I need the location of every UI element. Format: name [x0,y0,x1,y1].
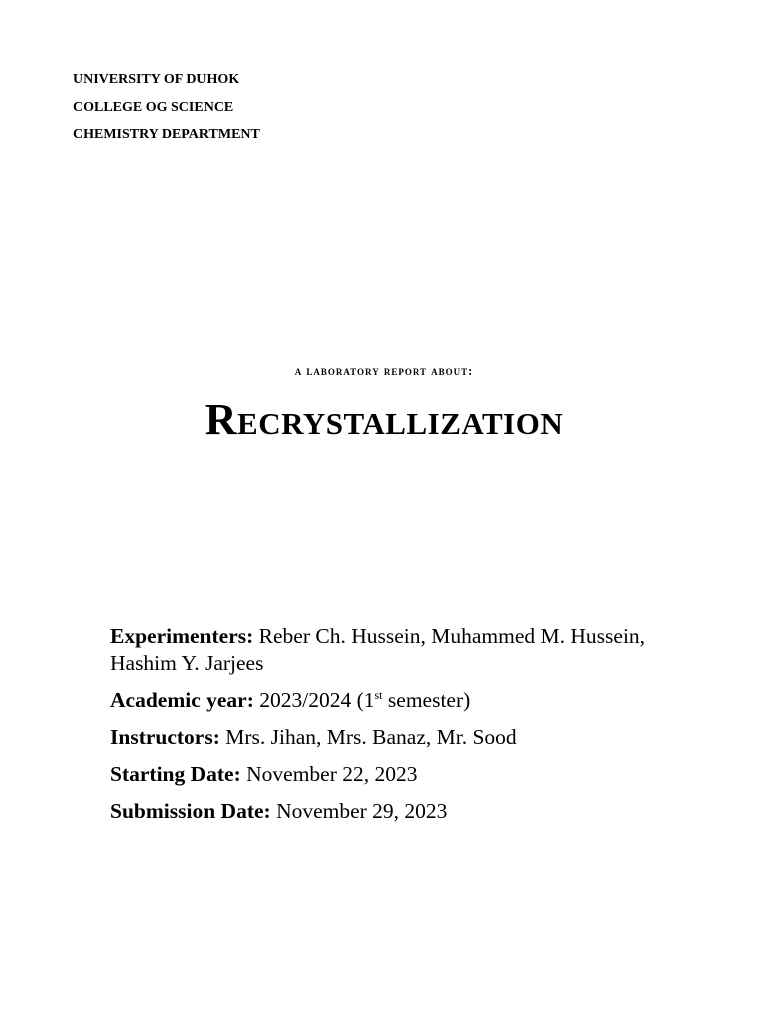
report-title: Recrystallization [204,395,564,444]
instructors-row [110,724,710,751]
academic-year-value [259,688,470,712]
academic-year-value-post: semester) [382,688,471,712]
report-subtitle: a laboratory report about: [294,364,474,378]
experimenters-row [110,623,710,677]
experimenters-label: Experimenters: [110,624,254,648]
submission-date-label: Submission Date: [110,799,271,823]
academic-year-value-pre: 2023/2024 (1 [259,688,375,712]
instructors-value: Mrs. Jihan, Mrs. Banaz, Mr. Sood [225,725,517,749]
instructors-label: Instructors: [110,725,220,749]
report-details [110,623,710,835]
starting-date-label: Starting Date: [110,762,241,786]
experimenters-value: Reber Ch. Hussein, Muhammed M. Hussein, Hashim Y. Jarjees [110,624,646,675]
department-name: CHEMISTRY DEPARTMENT [73,127,260,142]
submission-date-value: November 29, 2023 [276,799,448,823]
institution-header [73,66,473,149]
academic-year-row [110,687,710,714]
starting-date-row [110,761,710,788]
university-name: UNIVERSITY OF DUHOK [73,72,240,87]
academic-year-superscript: st [374,687,383,702]
college-name: COLLEGE OG SCIENCE [73,99,234,115]
academic-year-label: Academic year: [110,688,254,712]
starting-date-value: November 22, 2023 [246,762,418,786]
submission-date-row [110,798,710,825]
